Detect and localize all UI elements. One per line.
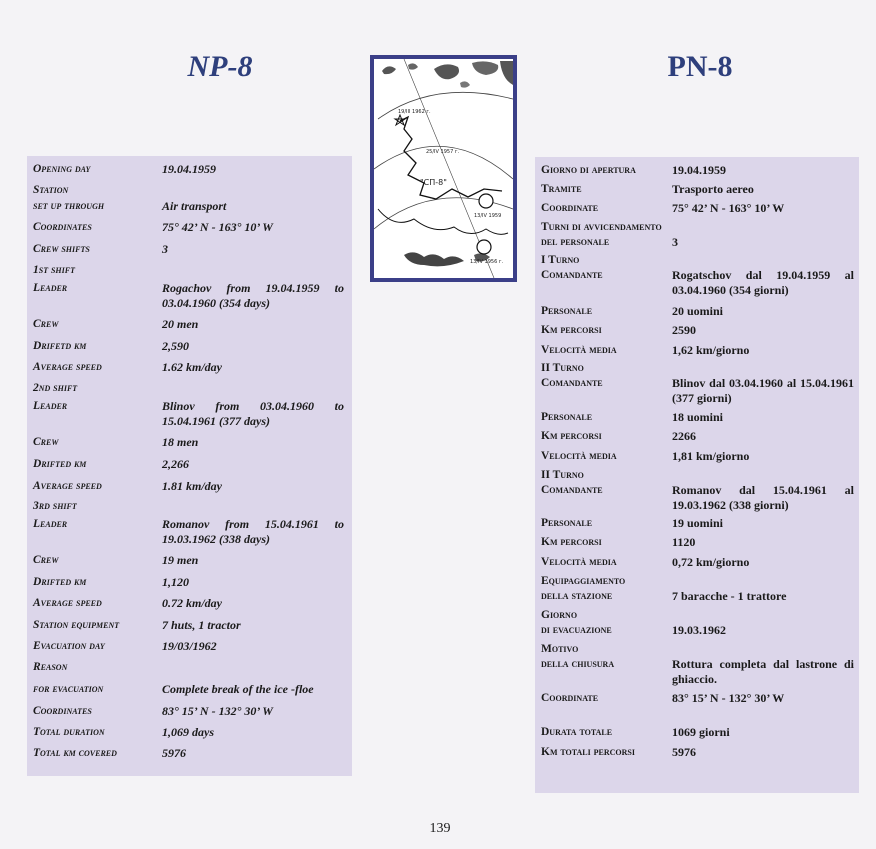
map-label: 13/IV 1956 г. xyxy=(470,259,504,265)
row-value: 1.81 km/day xyxy=(162,479,222,493)
row-label: della stazione xyxy=(541,590,613,602)
row-value: Trasporto aereo xyxy=(672,182,754,196)
row-value: 2266 xyxy=(672,429,696,443)
row-value: 7 baracche - 1 trattore xyxy=(672,589,787,603)
row-value: 0.72 km/day xyxy=(162,596,222,610)
row-value: Romanov dal 15.04.1961 al 19.03.1962 (338 giorni) xyxy=(672,483,854,512)
row-value: 2,266 xyxy=(162,457,189,471)
row-value: 5976 xyxy=(672,745,696,759)
row-label: Average speed xyxy=(33,480,102,492)
row-value: 18 uomini xyxy=(672,410,724,424)
row-value: 1,81 km/giorno xyxy=(672,449,750,463)
row-value: 3 xyxy=(162,242,168,256)
row-label: Km percorsi xyxy=(541,324,602,336)
row-value: Air transport xyxy=(162,199,227,213)
row-value: Rogachov from 19.04.1959 to 03.04.1960 (354 days) xyxy=(162,281,344,310)
row-value: 2,590 xyxy=(162,339,189,353)
row-label: Average speed xyxy=(33,597,102,609)
row-label: Drifetd km xyxy=(33,340,87,352)
row-label: 3rd shift xyxy=(33,500,77,512)
row-label: Equipaggiamento xyxy=(541,575,626,587)
row-label: Average speed xyxy=(33,361,102,373)
row-label: Km totali percorsi xyxy=(541,746,635,758)
row-label: II Turno xyxy=(541,362,584,374)
row-value: 19/03/1962 xyxy=(162,639,217,653)
row-label: Coordinates xyxy=(33,221,92,233)
drift-map-drawing xyxy=(374,59,513,278)
row-value: 83° 15’ N - 132° 30’ W xyxy=(162,704,273,718)
row-value: 1,120 xyxy=(162,575,189,589)
row-label: Velocità media xyxy=(541,450,617,462)
row-label: Leader xyxy=(33,282,68,294)
row-value: 3 xyxy=(672,235,678,249)
row-value: 1.62 km/day xyxy=(162,360,222,374)
row-value: Rottura completa dal lastrone di ghiaccio. xyxy=(672,657,854,686)
row-label: I Turno xyxy=(541,254,580,266)
row-label: Comandante xyxy=(541,484,603,496)
pn8-title: PN-8 xyxy=(667,50,733,83)
row-value: 1,62 km/giorno xyxy=(672,343,750,357)
row-label: Drifted km xyxy=(33,458,87,470)
pn8-info-table xyxy=(535,157,859,793)
row-value: Rogatschov dal 19.04.1959 al 03.04.1960 (354 giorni) xyxy=(672,268,854,297)
row-label: Km percorsi xyxy=(541,430,602,442)
row-label: Crew xyxy=(33,436,59,448)
row-value: 75° 42’ N - 163° 10’ W xyxy=(162,220,273,234)
row-label: Velocità media xyxy=(541,344,617,356)
row-label: Durata totale xyxy=(541,726,613,738)
row-label: Opening day xyxy=(33,163,91,175)
row-label: Velocità media xyxy=(541,556,617,568)
row-value: 5976 xyxy=(162,746,186,760)
row-label: Crew shifts xyxy=(33,243,90,255)
row-label: Coordinates xyxy=(33,705,92,717)
row-value: 75° 42’ N - 163° 10’ W xyxy=(672,201,785,215)
row-value: 83° 15’ N - 132° 30’ W xyxy=(672,691,785,705)
row-label: Giorno xyxy=(541,609,578,621)
row-value: 19 men xyxy=(162,553,199,567)
map-label: 19/III 1962 г. xyxy=(398,109,431,115)
np8-title: NP-8 xyxy=(187,50,253,83)
page-number: 139 xyxy=(429,821,451,836)
row-label: 1st shift xyxy=(33,264,75,276)
row-value: 19.04.1959 xyxy=(162,162,216,176)
map-label: 25/IV 1957 г. xyxy=(426,149,460,155)
row-value: 0,72 km/giorno xyxy=(672,555,750,569)
row-label: Km percorsi xyxy=(541,536,602,548)
row-label: Coordinate xyxy=(541,692,599,704)
row-label: Motivo xyxy=(541,643,579,655)
map-label: 13/IV 1959 xyxy=(474,213,502,219)
row-value: Complete break of the ice -floe xyxy=(162,682,314,696)
row-label: Tramite xyxy=(541,183,582,195)
row-label: Drifted km xyxy=(33,576,87,588)
row-label: Reason xyxy=(33,661,68,673)
row-value: 7 huts, 1 tractor xyxy=(162,618,241,632)
row-label: set up through xyxy=(33,200,105,212)
row-label: Leader xyxy=(33,400,68,412)
row-value: 20 uomini xyxy=(672,304,724,318)
row-label: Turni di avvicendamento xyxy=(541,221,662,233)
row-value: Blinov dal 03.04.1960 al 15.04.1961 (377 giorni) xyxy=(672,376,854,405)
row-value: Blinov from 03.04.1960 to 15.04.1961 (377 days) xyxy=(162,399,344,428)
row-label: Leader xyxy=(33,518,68,530)
row-label: Personale xyxy=(541,411,593,423)
row-label: Comandante xyxy=(541,377,603,389)
row-value: 19.03.1962 xyxy=(672,623,726,637)
row-value: Romanov from 15.04.1961 to 19.03.1962 (338 days) xyxy=(162,517,344,546)
row-value: 2590 xyxy=(672,323,696,337)
np8-info-table xyxy=(27,156,352,776)
row-label: Personale xyxy=(541,517,593,529)
map-label: "СП-8" xyxy=(420,178,447,187)
row-label: del personale xyxy=(541,236,610,248)
row-label: Station xyxy=(33,184,69,196)
row-label: Comandante xyxy=(541,269,603,281)
row-label: della chiusura xyxy=(541,658,615,670)
row-label: II Turno xyxy=(541,469,584,481)
row-label: Personale xyxy=(541,305,593,317)
row-label: Station equipment xyxy=(33,619,120,631)
row-value: 1069 giorni xyxy=(672,725,730,739)
row-label: Total duration xyxy=(33,726,105,738)
row-label: Total km covered xyxy=(33,747,117,759)
row-label: 2nd shift xyxy=(33,382,78,394)
row-value: 19.04.1959 xyxy=(672,163,726,177)
row-value: 19 uomini xyxy=(672,516,724,530)
row-value: 1,069 days xyxy=(162,725,214,739)
drift-map-illustration xyxy=(370,55,517,282)
row-label: Giorno di apertura xyxy=(541,164,636,176)
row-label: for evacuation xyxy=(33,683,104,695)
row-label: Coordinate xyxy=(541,202,599,214)
row-value: 1120 xyxy=(672,535,696,549)
row-value: 20 men xyxy=(162,317,199,331)
row-label: Evacuation day xyxy=(33,640,105,652)
row-label: di evacuazione xyxy=(541,624,612,636)
row-label: Crew xyxy=(33,554,59,566)
row-label: Crew xyxy=(33,318,59,330)
row-value: 18 men xyxy=(162,435,199,449)
